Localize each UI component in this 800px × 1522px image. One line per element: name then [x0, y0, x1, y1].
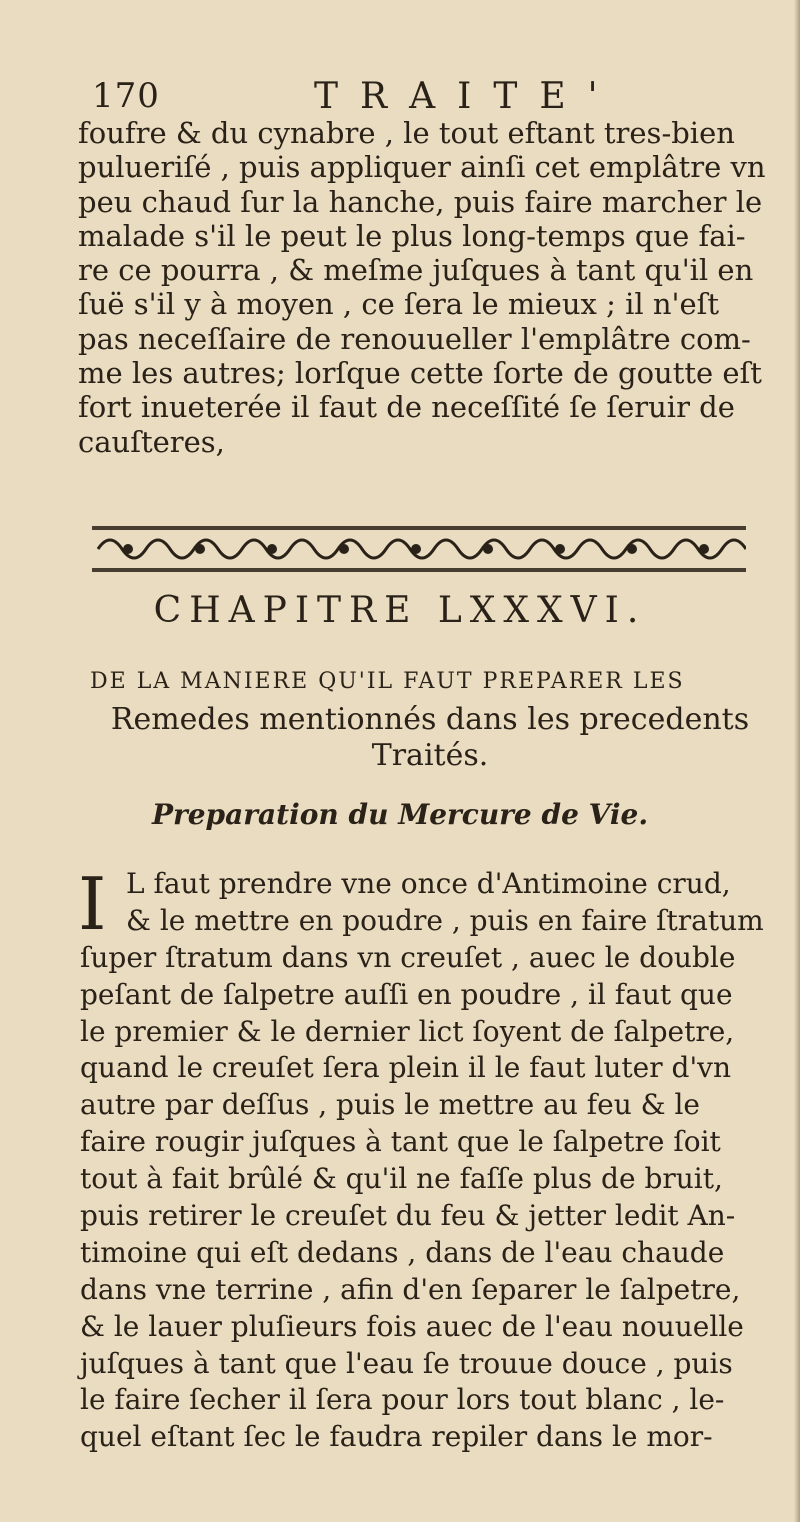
text-line: peu chaud ſur la hanche, puis faire marcher le — [78, 184, 763, 219]
text-line: timoine qui eſt dedans , dans de l'eau chaude — [80, 1235, 725, 1269]
text-line: me les autres; lorſque cette ſorte de goutte eſt — [78, 356, 762, 391]
text-line: faire rougir juſques à tant que le ſalpetre ſoit — [80, 1125, 721, 1159]
text-line: & le lauer pluſieurs fois auec de l'eau nouuelle — [80, 1309, 744, 1343]
chapter-heading: CHAPITRE LXXXVI. — [153, 590, 647, 631]
drop-cap: I — [78, 862, 107, 946]
running-header — [92, 76, 752, 120]
page-edge-shadow — [794, 0, 800, 1522]
chapter-title — [90, 664, 770, 774]
text-line: quel eſtant ſec le faudra repiler dans le mor- — [80, 1420, 713, 1454]
text-line: re ce pourra , & meſme juſques à tant qu'il en — [78, 253, 754, 288]
page-number: 170 — [92, 76, 160, 116]
text-line: juſques à tant que l'eau ſe trouue douce , puis — [80, 1346, 733, 1380]
decorative-ornament-band — [92, 524, 746, 574]
text-line: cauſteres, — [78, 424, 225, 459]
section-subtitle: Preparation du Mercure de Vie. — [151, 798, 649, 831]
text-line: foufre & du cynabre , le tout eftant tres-bien — [78, 116, 735, 150]
chapter-title-line-2: Remedes mentionnés dans les precedents — [110, 702, 750, 737]
text-line: autre par deſſus , puis le mettre au feu & le — [80, 1088, 700, 1122]
chapter-title-line-1: DE LA MANIERE QU'IL FAUT PREPARER LES — [90, 669, 685, 694]
text-line: pulueriſé , puis appliquer ainſi cet emplâtre vn — [78, 150, 766, 185]
text-line: peſant de ſalpetre auſſi en poudre , il faut que — [80, 977, 733, 1011]
body-paragraph — [78, 862, 764, 1456]
text-line: le faire ſecher il ſera pour lors tout blanc , le- — [80, 1383, 725, 1417]
running-title: TRAITE' — [314, 76, 620, 117]
text-line: quand le creuſet ſera plein il le faut luter d'vn — [80, 1051, 731, 1085]
text-line: fort inueterée il faut de neceſſité ſe ſeruir de — [78, 390, 735, 425]
text-line: ſuë s'il y à moyen , ce ſera le mieux ; il n'eſt — [78, 287, 720, 322]
text-line: puis retirer le creuſet du feu & jetter ledit An- — [80, 1199, 736, 1233]
text-line: & le mettre en poudre , puis en faire ſtratum — [126, 903, 764, 937]
text-line: malade s'il le peut le plus long-temps que fai- — [78, 218, 746, 253]
text-line: L faut prendre vne once d'Antimoine crud, — [126, 867, 731, 900]
top-paragraph — [78, 116, 766, 459]
chapter-title-line-3: Traités. — [371, 738, 489, 773]
text-line: dans vne terrine , afin d'en ſeparer le ſalpetre, — [80, 1272, 741, 1306]
text-line: pas neceſſaire de renouueller l'emplâtre com- — [78, 321, 751, 356]
text-line: tout à fait brûlé & qu'il ne faſſe plus de bruit, — [80, 1162, 723, 1196]
text-line: ſuper ſtratum dans vn creuſet , auec le double — [80, 940, 736, 974]
text-line: le premier & le dernier lict ſoyent de ſalpetre, — [80, 1014, 735, 1048]
